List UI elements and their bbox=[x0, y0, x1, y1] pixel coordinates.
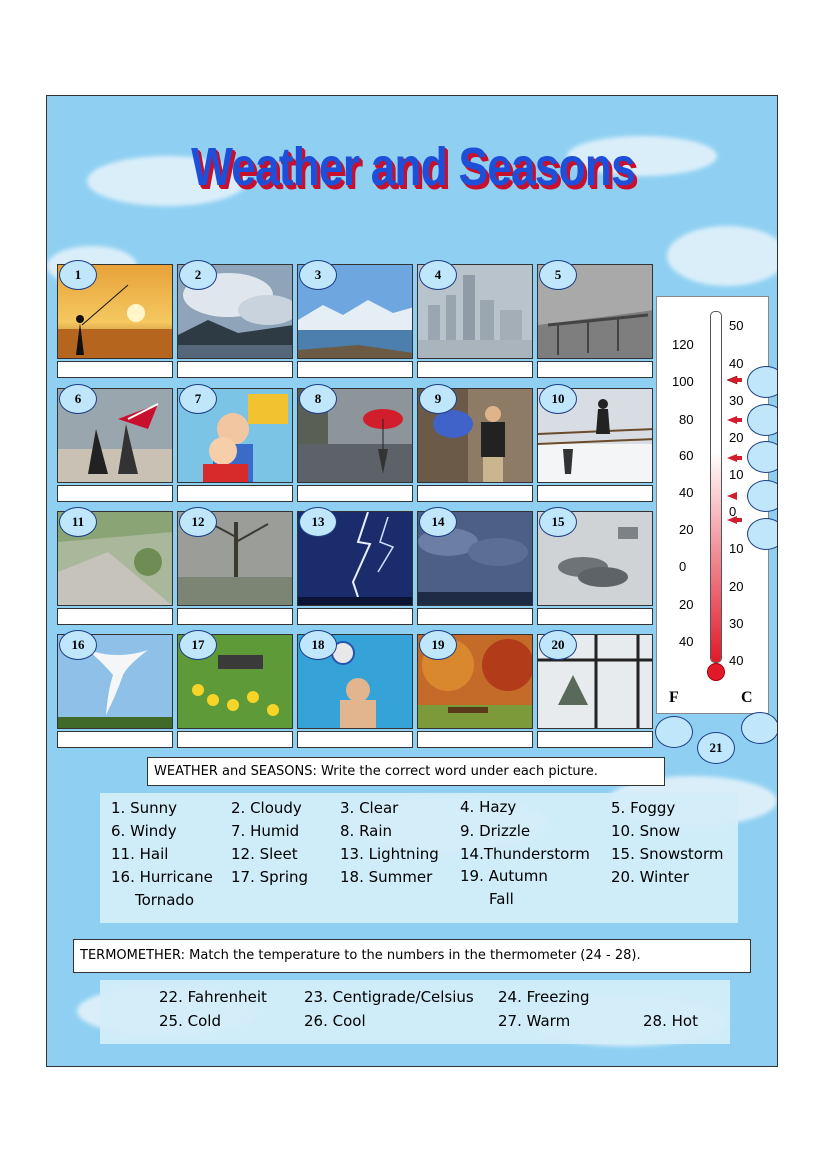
picture-cell bbox=[417, 264, 533, 382]
answer-field[interactable] bbox=[177, 361, 293, 378]
picture-number: 17 bbox=[179, 630, 217, 660]
word-item: 9. Drizzle bbox=[460, 822, 531, 840]
picture-number: 2 bbox=[179, 260, 217, 290]
fahrenheit-tick: 20 bbox=[679, 522, 694, 537]
mercury-level bbox=[711, 452, 721, 662]
thermometer-instructions bbox=[73, 939, 751, 973]
temperature-answer-oval[interactable] bbox=[747, 441, 778, 473]
picture-cell bbox=[297, 634, 413, 752]
picture-number: 6 bbox=[59, 384, 97, 414]
word-item: 16. Hurricane bbox=[111, 868, 213, 886]
word-item: 20. Winter bbox=[611, 868, 690, 886]
word-item: 2. Cloudy bbox=[231, 799, 302, 817]
celsius-answer-oval[interactable] bbox=[741, 712, 778, 744]
picture-number: 5 bbox=[539, 260, 577, 290]
answer-field[interactable] bbox=[537, 731, 653, 748]
temperature-item: 27. Warm bbox=[498, 1012, 571, 1030]
word-item: 14.Thunderstorm bbox=[460, 845, 590, 863]
picture-cell bbox=[57, 264, 173, 382]
celsius-tick: 20 bbox=[729, 430, 744, 445]
celsius-tick: 50 bbox=[729, 318, 744, 333]
picture-number: 16 bbox=[59, 630, 97, 660]
picture-number: 7 bbox=[179, 384, 217, 414]
picture-cell bbox=[57, 388, 173, 506]
picture-cell bbox=[537, 264, 653, 382]
answer-field[interactable] bbox=[297, 731, 413, 748]
picture-cell bbox=[417, 634, 533, 752]
picture-cell bbox=[537, 388, 653, 506]
picture-cell bbox=[297, 388, 413, 506]
fahrenheit-tick: 0 bbox=[679, 559, 687, 574]
answer-field[interactable] bbox=[417, 361, 533, 378]
answer-field[interactable] bbox=[417, 608, 533, 625]
answer-field[interactable] bbox=[537, 608, 653, 625]
temperature-item: 24. Freezing bbox=[498, 988, 590, 1006]
worksheet-title: Weather and Seasons bbox=[191, 137, 635, 197]
picture-number: 10 bbox=[539, 384, 577, 414]
temperature-answer-oval[interactable] bbox=[747, 480, 778, 512]
word-item: 10. Snow bbox=[611, 822, 681, 840]
word-item: 5. Foggy bbox=[611, 799, 676, 817]
answer-field[interactable] bbox=[297, 361, 413, 378]
picture-cell bbox=[177, 388, 293, 506]
temperature-item: 22. Fahrenheit bbox=[159, 988, 267, 1006]
thermometer-instructions-lead: TERMOMETHER: bbox=[80, 948, 186, 963]
picture-number: 20 bbox=[539, 630, 577, 660]
word-item: 18. Summer bbox=[340, 868, 433, 886]
celsius-tick: 0 bbox=[729, 504, 737, 519]
celsius-tick: 10 bbox=[729, 467, 744, 482]
picture-cell bbox=[537, 511, 653, 629]
worksheet bbox=[46, 95, 778, 1067]
celsius-tick: 40 bbox=[729, 653, 744, 668]
word-item: 15. Snowstorm bbox=[611, 845, 724, 863]
answer-field[interactable] bbox=[57, 485, 173, 502]
answer-oval-21[interactable]: 21 bbox=[697, 732, 735, 764]
celsius-tick: 40 bbox=[729, 356, 744, 371]
temperature-answer-oval[interactable] bbox=[747, 518, 778, 550]
picture-cell bbox=[57, 511, 173, 629]
picture-number: 18 bbox=[299, 630, 337, 660]
answer-field[interactable] bbox=[177, 608, 293, 625]
word-item: 19. Autumn bbox=[460, 867, 548, 885]
temperature-item: 26. Cool bbox=[304, 1012, 366, 1030]
picture-cell bbox=[57, 634, 173, 752]
word-item: 17. Spring bbox=[231, 868, 309, 886]
word-item: 7. Humid bbox=[231, 822, 300, 840]
picture-cell bbox=[417, 388, 533, 506]
thermometer-bulb bbox=[707, 663, 725, 681]
temperature-item: 25. Cold bbox=[159, 1012, 221, 1030]
picture-cell bbox=[537, 634, 653, 752]
temperature-item: 23. Centigrade/Celsius bbox=[304, 988, 474, 1006]
fahrenheit-tick: 40 bbox=[679, 485, 694, 500]
fahrenheit-tick: 100 bbox=[672, 374, 694, 389]
word-item: 3. Clear bbox=[340, 799, 399, 817]
answer-field[interactable] bbox=[297, 485, 413, 502]
word-item: 13. Lightning bbox=[340, 845, 439, 863]
answer-field[interactable] bbox=[417, 485, 533, 502]
answer-field[interactable] bbox=[57, 731, 173, 748]
celsius-tick: 10 bbox=[729, 541, 744, 556]
fahrenheit-tick: 40 bbox=[679, 634, 694, 649]
thermometer-tube bbox=[710, 311, 722, 663]
picture-cell bbox=[297, 511, 413, 629]
word-item: 11. Hail bbox=[111, 845, 169, 863]
word-item: 4. Hazy bbox=[460, 798, 517, 816]
celsius-tick: 30 bbox=[729, 393, 744, 408]
picture-number: 15 bbox=[539, 507, 577, 537]
celsius-tick: 20 bbox=[729, 579, 744, 594]
celsius-tick: 30 bbox=[729, 616, 744, 631]
picture-number: 3 bbox=[299, 260, 337, 290]
thermometer-arrows bbox=[723, 366, 743, 556]
answer-field[interactable] bbox=[177, 485, 293, 502]
word-item: 8. Rain bbox=[340, 822, 393, 840]
picture-number: 13 bbox=[299, 507, 337, 537]
word-item: 1. Sunny bbox=[111, 799, 177, 817]
picture-number: 9 bbox=[419, 384, 457, 414]
answer-field[interactable] bbox=[57, 361, 173, 378]
word-item: Tornado bbox=[135, 891, 195, 909]
picture-number: 12 bbox=[179, 507, 217, 537]
fahrenheit-tick: 20 bbox=[679, 597, 694, 612]
temperature-answer-oval[interactable] bbox=[747, 404, 778, 436]
temperature-item: 28. Hot bbox=[643, 1012, 698, 1030]
answer-field[interactable] bbox=[57, 608, 173, 625]
word-item: 12. Sleet bbox=[231, 845, 298, 863]
fahrenheit-label: F bbox=[669, 689, 679, 706]
weather-instructions: WEATHER and SEASONS: Write the correct word under each picture. bbox=[147, 757, 665, 786]
answer-field[interactable] bbox=[297, 608, 413, 625]
fahrenheit-tick: 120 bbox=[672, 337, 694, 352]
picture-number: 1 bbox=[59, 260, 97, 290]
answer-field[interactable] bbox=[417, 731, 533, 748]
fahrenheit-tick: 60 bbox=[679, 448, 694, 463]
picture-cell bbox=[417, 511, 533, 629]
fahrenheit-answer-oval[interactable] bbox=[655, 716, 693, 748]
celsius-label: C bbox=[741, 689, 753, 706]
picture-number: 14 bbox=[419, 507, 457, 537]
picture-number: 11 bbox=[59, 507, 97, 537]
picture-cell bbox=[297, 264, 413, 382]
answer-field[interactable] bbox=[177, 731, 293, 748]
picture-cell bbox=[177, 264, 293, 382]
fahrenheit-tick: 80 bbox=[679, 412, 694, 427]
picture-cell bbox=[177, 511, 293, 629]
temperature-answer-oval[interactable] bbox=[747, 366, 778, 398]
answer-field[interactable] bbox=[537, 485, 653, 502]
picture-number: 4 bbox=[419, 260, 457, 290]
answer-field[interactable] bbox=[537, 361, 653, 378]
thermometer-instructions-text: Match the temperature to the numbers in the thermometer (24 - 28). bbox=[185, 948, 641, 963]
picture-number: 19 bbox=[419, 630, 457, 660]
picture-cell bbox=[177, 634, 293, 752]
word-item: Fall bbox=[489, 890, 514, 908]
word-item: 6. Windy bbox=[111, 822, 177, 840]
picture-number: 8 bbox=[299, 384, 337, 414]
